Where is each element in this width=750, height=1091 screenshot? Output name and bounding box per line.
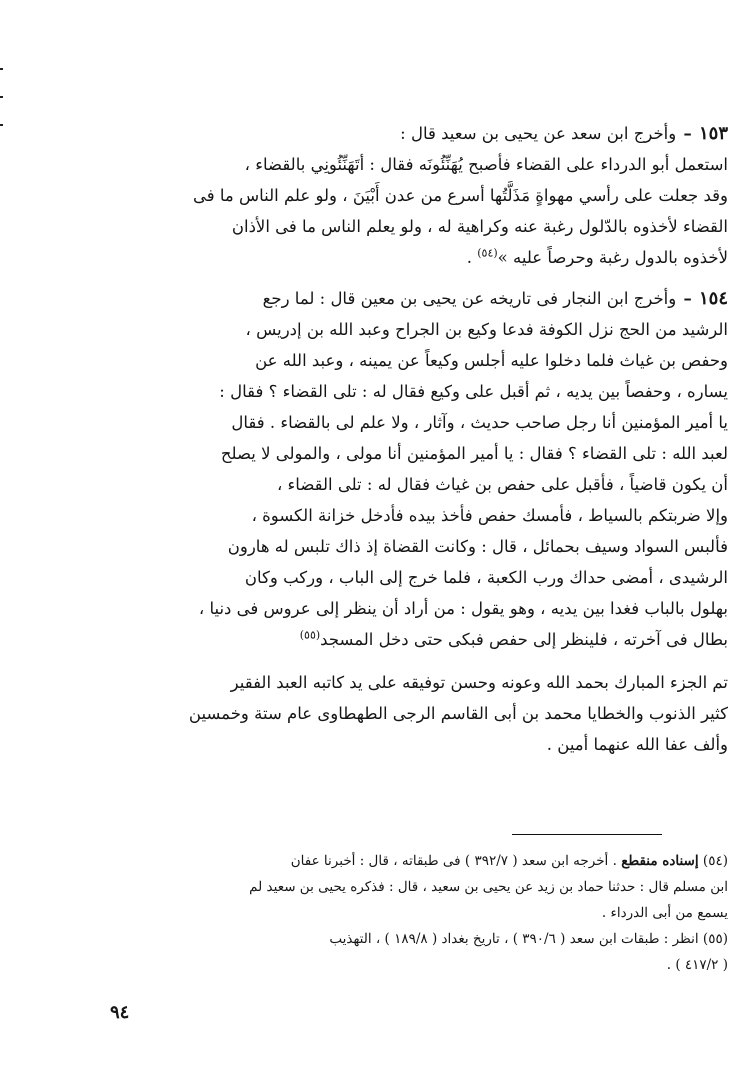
footnote-54-line-1 <box>108 848 728 874</box>
entry-line: أن يكون قاضياً ، فأقبل على حفص بن غياث فقال له : تلى القضاء ، <box>276 475 728 494</box>
entry-line: يساره ، وحفصاً بين يديه ، ثم أقبل على وكيع فقال له : تلى القضاء ؟ فقال : <box>219 382 728 401</box>
footnote-text: . أخرجه ابن سعد ( ٣٩٢/٧ ) فى طبقاته ، قال : أخبرنا عفان <box>290 853 622 869</box>
footnote-55-line-1 <box>108 926 728 952</box>
footnote-text: انظر : طبقات ابن سعد ( ٣٩٠/٦ ) ، تاريخ بغداد ( ١٨٩/٨ ) ، التهذيب <box>329 931 703 947</box>
scan-edge-mark <box>0 96 3 98</box>
entry-dash: – <box>683 124 692 143</box>
entry-line: وأخرج ابن النجار فى تاريخه عن يحيى بن معين قال : لما رجع <box>262 289 677 308</box>
footnote-marker: (٥٥) <box>702 931 728 947</box>
footnote-grading: إسناده منقطع <box>621 853 699 869</box>
entry-number: ١٥٣ <box>698 123 728 144</box>
footnote-reference: (٥٤) <box>477 246 498 260</box>
entry-dash: – <box>683 289 692 308</box>
footnote-text: ابن مسلم قال : حدثنا حماد بن زيد عن يحيى بن سعيد ، قال : فذكره يحيى بن سعيد لم <box>249 879 728 895</box>
entry-153-line-1 <box>108 118 728 149</box>
entry-line: الرشيد من الحج نزل الكوفة فدعا وكيع بن الجراح وعبد الله بن إدريس ، <box>245 320 728 339</box>
entry-line: فألبس السواد وسيف بحمائل ، قال : وكانت القضاة إذ ذاك تلبس له هارون <box>227 537 728 556</box>
entry-154-line-1 <box>108 283 728 314</box>
footnote-reference: (٥٥) <box>299 628 321 642</box>
footnote-divider <box>512 834 662 835</box>
entry-line: وحفص بن غياث فلما دخلوا عليه أجلس وكيعاً عن يمينه ، وعبد الله عن <box>255 351 728 370</box>
entry-line: بهلول بالباب فغدا بين يديه ، وهو يقول : من أراد أن ينظر إلى عروس فى دنيا ، <box>198 599 728 618</box>
scan-edge-mark <box>0 68 3 70</box>
colophon-line: تم الجزء المبارك بحمد الله وعونه وحسن توفيقه على يد كاتبه العبد الفقير <box>230 673 728 692</box>
entry-line: الرشيدى ، أمضى حداك ورب الكعبة ، فلما خرج إلى الباب ، وركب وكان <box>244 568 728 587</box>
entry-line: لعبد الله : تلى القضاء ؟ فقال : يا أمير المؤمنين أنا مولى ، والمولى لا يصلح <box>220 444 728 463</box>
footnote-marker: (٥٤) <box>702 853 728 869</box>
page-number: ٩٤ <box>110 1002 130 1023</box>
entry-line: وإلا ضربتكم بالسياط ، فأمسك حفص فأخذ بيده فأدخل خزانة الكسوة ، <box>251 506 728 525</box>
footnote-text: ( ٤١٧/٢ ) . <box>666 957 728 973</box>
footnotes <box>108 848 728 978</box>
footnote-text: يسمع من أبى الدرداء . <box>601 905 728 921</box>
entry-line: وأخرج ابن سعد عن يحيى بن سعيد قال : <box>400 124 677 143</box>
entry-line: وقد جعلت على رأسي مهواةٍ مَذَلَّتُها أسرع من عدن أَبْيَنَ ، ولو علم الناس ما فى <box>192 186 728 205</box>
colophon-line: وألف عفا الله عنهما أمين . <box>546 735 728 754</box>
entry-153-last-line <box>108 242 728 273</box>
colophon-line: كثير الذنوب والخطايا محمد بن أبى القاسم الرجى الطهطاوى عام ستة وخمسين <box>188 704 728 723</box>
entry-end: . <box>466 248 478 267</box>
entry-line: استعمل أبو الدرداء على القضاء فأصبح يُهَنِّئُونَه فقال : أتَهَنِّئُونِي بالقضاء ، <box>244 155 728 174</box>
main-text <box>108 118 728 760</box>
entry-line: القضاء لأخذوه بالدّلول رغبة عنه وكراهية له ، ولو يعلم الناس ما فى الأذان <box>231 217 728 236</box>
entry-line: يا أمير المؤمنين أنا رجل صاحب حديث ، وآثار ، ولا علم لى بالقضاء . فقال <box>231 413 728 432</box>
entry-154-last-line <box>108 624 728 655</box>
scan-edge-mark <box>0 124 3 126</box>
entry-line: بطال فى آخرته ، فلينظر إلى حفص فبكى حتى دخل المسجد <box>320 630 728 649</box>
entry-number: ١٥٤ <box>698 288 728 309</box>
entry-line: لأخذوه بالدول رغبة وحرصاً عليه » <box>497 248 728 267</box>
